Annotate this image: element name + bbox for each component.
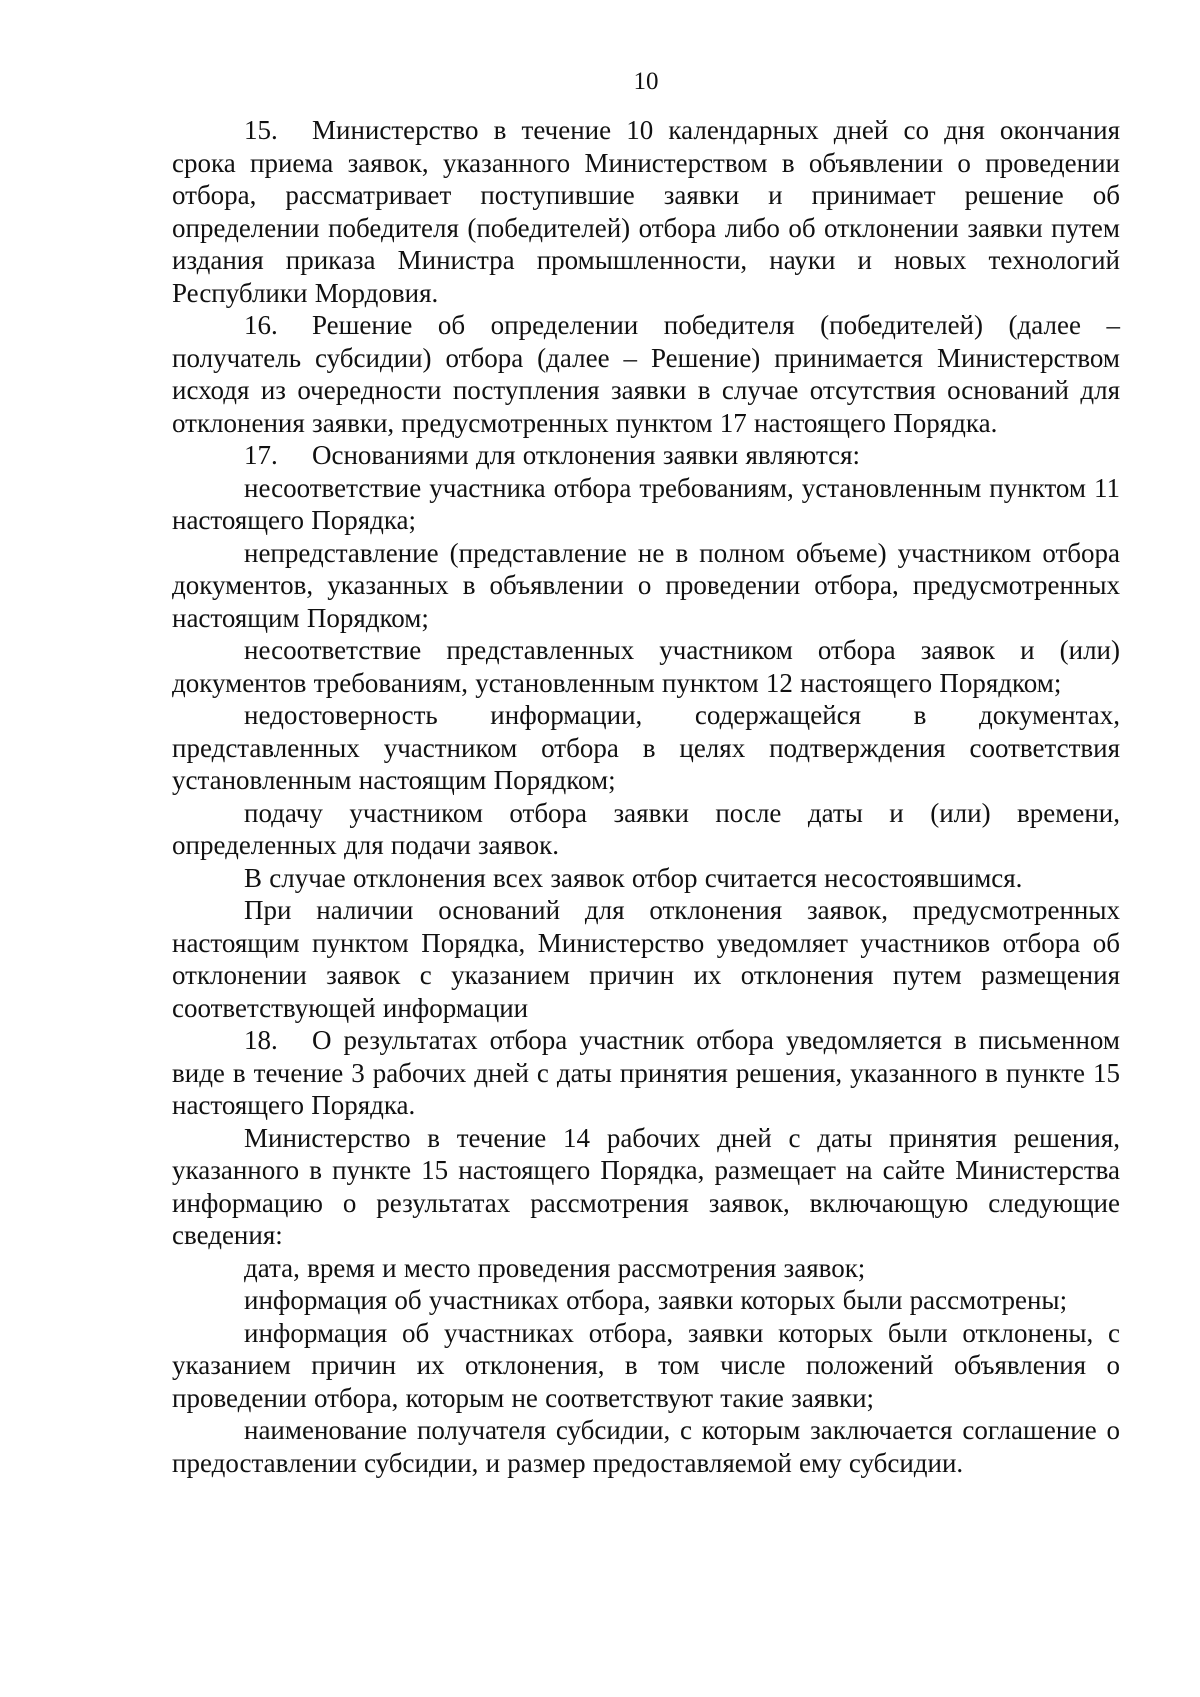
paragraph-text: Решение об определении победителя (победителей) (далее – получатель субсидии) отбора (далее – Решение) принимается Министерством исходя из очередности поступления заявки в случае отсутствия оснований для отклонения заявки, предусмотренных пунктом 17 настоящего Порядка. [172,310,1120,438]
item-number: 15. [244,115,278,145]
paragraph: недостоверность информации, содержащейся в документах, представленных участником отбора в целях подтверждения соответствия установленным настоящим Порядком; [172,700,1120,795]
paragraph-17 [172,439,1120,472]
paragraph-text: Министерство в течение 10 календарных дней со дня окончания срока приема заявок, указанного Министерством в объявлении о проведении отбора, рассматривает поступившие заявки и принимает решение об определении победителя (победителей) отбора либо об отклонении заявки путем издания приказа Министра промышленности, науки и новых технологий Республики Мордовия. [172,115,1120,308]
paragraph: непредставление (представление не в полном объеме) участником отбора документов, указанных в объявлении о проведении отбора, предусмотренных настоящим Порядком; [172,537,1120,633]
paragraph: наименование получателя субсидии, с которым заключается соглашение о предоставлении субсидии, и размер предоставляемой ему субсидии. [172,1415,1120,1478]
paragraph: несоответствие участника отбора требованиям, установленным пунктом 11 настоящего Порядка; [172,472,1120,535]
paragraph: подачу участником отбора заявки после даты и (или) времени, определенных для подачи заявок. [172,797,1120,860]
paragraph-16 [172,309,1120,439]
paragraph: Министерство в течение 14 рабочих дней с даты принятия решения, указанного в пункте 15 настоящего Порядка, размещает на сайте Министерства информацию о результатах рассмотрения заявок, включающую следующие сведения: [172,1122,1120,1250]
paragraph: дата, время и место проведения рассмотрения заявок; [244,1252,866,1283]
paragraph: В случае отклонения всех заявок отбор считается несостоявшимся. [244,862,1023,893]
item-number: 18. [244,1025,278,1055]
paragraph: информация об участниках отбора, заявки которых были рассмотрены; [244,1285,1068,1315]
paragraph-text: Основаниями для отклонения заявки являются: [312,440,861,470]
paragraph-15 [172,114,1120,309]
paragraph-text: О результатах отбора участник отбора уведомляется в письменном виде в течение 3 рабочих дней с даты принятия решения, указанного в пункте 15 настоящего Порядка. [172,1025,1120,1120]
paragraph: информация об участниках отбора, заявки которых были отклонены, с указанием причин их отклонения, в том числе положений объявления о проведении отбора, которым не соответствуют такие заявки; [172,1317,1120,1413]
item-number: 17. [244,440,278,470]
paragraph-18 [172,1024,1120,1122]
paragraph: При наличии оснований для отклонения заявок, предусмотренных настоящим пунктом Порядка, Министерство уведомляет участников отбора об отклонении заявок с указанием причин их отклонения путем размещения соответствующей информации [172,895,1120,1023]
paragraph: несоответствие представленных участником отбора заявок и (или) документов требованиям, установленным пунктом 12 настоящего Порядком; [172,635,1120,698]
page-number: 10 [633,68,659,95]
item-number: 16. [244,310,278,340]
